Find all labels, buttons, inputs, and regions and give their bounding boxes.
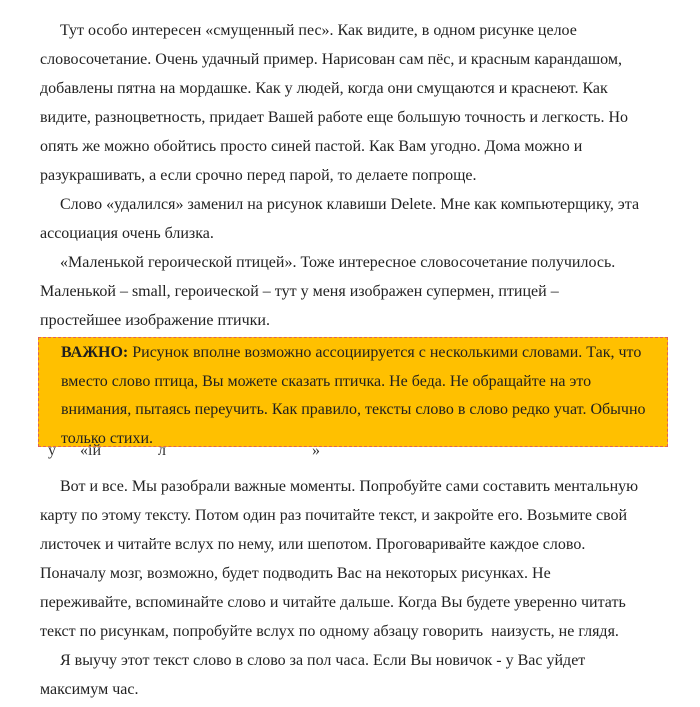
paragraph-summary: Вот и все. Мы разобрали важные моменты. Попробуйте сами составить ментальную карту по этому тексту. Потом один раз почитайте текст, и закройте его. Возьмите свой листочек и читайте вслух по нему, или шепотом. Проговаривайте каждое слово. Поначалу мозг, возможно, будет подводить Вас на некоторых рисунках. Не переживайте, вспоминайте слово и читайте дальше. Когда Вы будете уверенно читать текст по рисункам, попробуйте вслух по одному абзацу говорить наизусть, не глядя.: [40, 478, 639, 640]
paragraph-heroic-bird: «Маленькой героической птицей». Тоже интересное словосочетание получилось. Маленькой – small, героической – тут у меня изображен супермен, птицей – простейшее изображение птички.: [40, 254, 616, 329]
paragraph-time-estimate: Я выучу этот текст слово в слово за пол часа. Если Вы новичок - у Вас уйдет максимум час.: [40, 652, 586, 698]
important-note-body: Рисунок вполне возможно ассоциируется с несколькими словами. Так, что вместо слово птица, Вы можете сказать птичка. Не беда. Не обращайте на это внимания, пытаясь переучить. Как правило, тексты слово в слово редко учат. Обычно только стихи.: [61, 344, 646, 447]
paragraph-embarrassed-dog: Тут особо интересен «смущенный пес». Как видите, в одном рисунке целое словосочетание. Очень удачный пример. Нарисован сам пёс, и красным карандашом, добавлены пятна на мордашке. Как у людей, когда они смущаются и краснеют. Как видите, разноцветность, придает Вашей работе еще большую точность и легкость. Но опять же можно обойтись просто синей пастой. Как Вам угодно. Дома можно и разукрашивать, а если срочно перед парой, то делаете попроще.: [40, 22, 628, 184]
important-note-text: [61, 339, 659, 453]
important-note-box: [38, 337, 668, 447]
important-note-label: ВАЖНО:: [61, 344, 129, 361]
clipped-text-fragment: у «ій л »: [48, 442, 320, 459]
paragraph-delete-key: Слово «удалился» заменил на рисунок клавиши Delete. Мне как компьютерщику, эта ассоциация очень близка.: [40, 196, 640, 242]
